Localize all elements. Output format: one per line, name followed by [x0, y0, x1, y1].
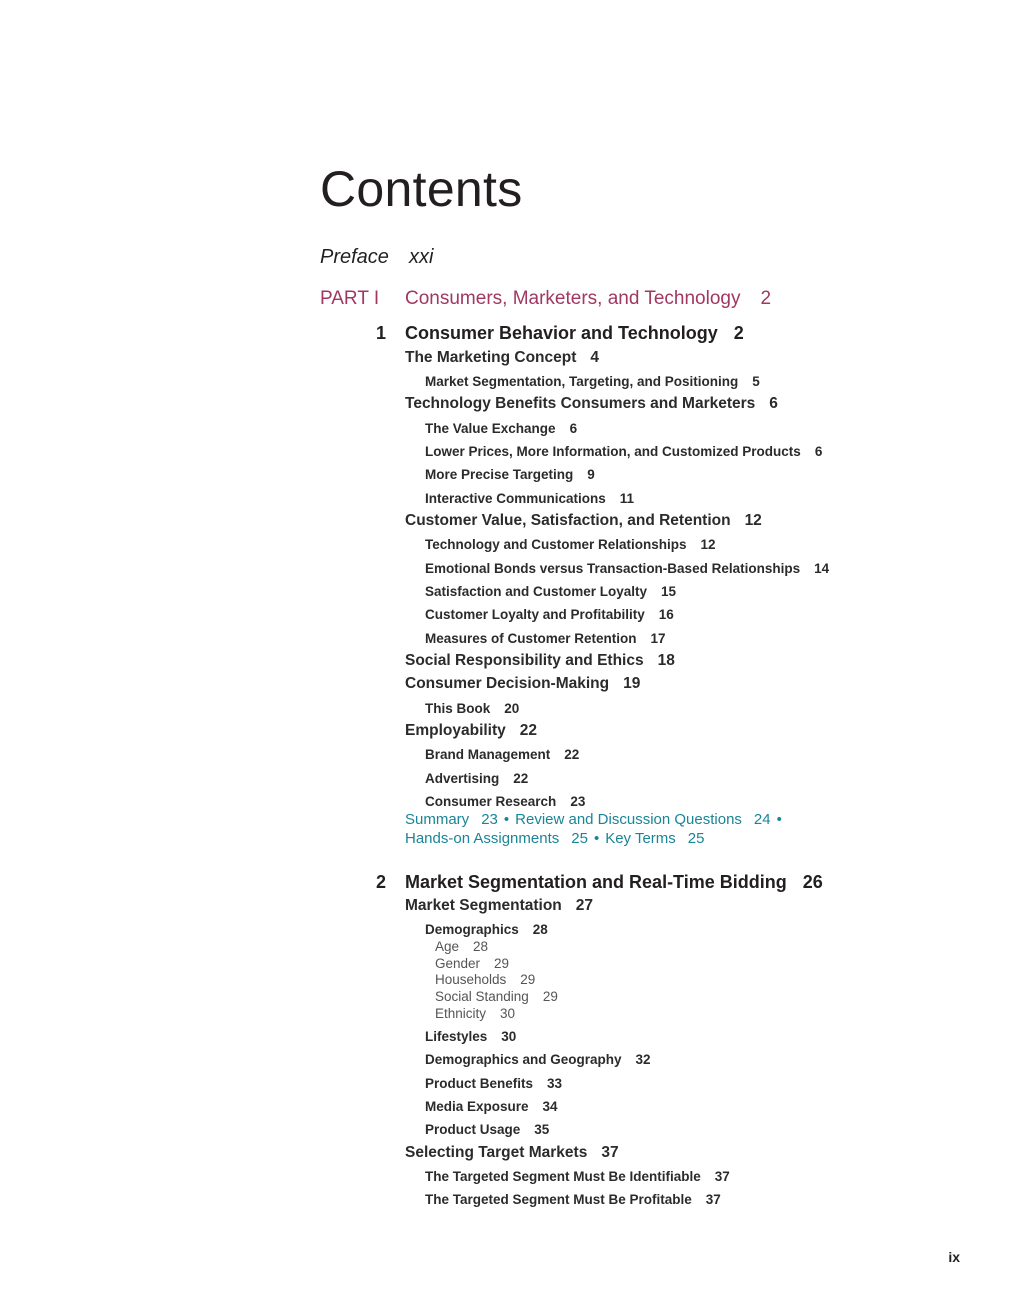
toc-page-number: 27 — [575, 897, 594, 914]
toc-subsection-entry[interactable] — [425, 607, 674, 622]
toc-page-number: 18 — [657, 652, 675, 669]
summary-link[interactable] — [405, 811, 498, 828]
toc-entry-label: Preface — [320, 246, 389, 268]
toc-page-number: 32 — [635, 1052, 651, 1067]
toc-entry-label: Lifestyles — [425, 1029, 488, 1044]
toc-page-number: 19 — [623, 675, 641, 692]
toc-entry-label: Gender — [435, 956, 481, 971]
toc-entry-label: Employability — [405, 722, 506, 739]
toc-entry-label: Technology Benefits Consumers and Marketers — [405, 395, 756, 412]
toc-subsection-entry[interactable] — [425, 794, 585, 809]
toc-page-number: 12 — [700, 537, 716, 552]
toc-page-number: 11 — [619, 491, 635, 506]
toc-page-number: 14 — [814, 561, 830, 576]
toc-entry-label: Emotional Bonds versus Transaction-Based Relationships — [425, 561, 801, 576]
bullet-separator: • — [593, 830, 600, 847]
chapter-number: 1 — [375, 323, 386, 343]
toc-section-entry[interactable] — [405, 395, 778, 413]
toc-page-number: 24 — [753, 811, 771, 828]
toc-entry-label: The Targeted Segment Must Be Profitable — [425, 1192, 692, 1207]
chapter-number: 2 — [375, 872, 386, 892]
toc-topic-entry[interactable] — [435, 939, 488, 954]
toc-entry-label: Selecting Target Markets — [405, 1144, 588, 1161]
toc-entry-label: The Targeted Segment Must Be Identifiable — [425, 1169, 701, 1184]
toc-entry-label: Households — [435, 972, 507, 987]
toc-page-number: 28 — [532, 922, 548, 937]
toc-chapter-title[interactable] — [405, 323, 744, 344]
toc-entry-label: Media Exposure — [425, 1099, 529, 1114]
toc-page-number: 30 — [500, 1006, 516, 1021]
endmatter-line — [405, 829, 788, 848]
toc-page-number: 2 — [760, 288, 772, 309]
toc-section-entry[interactable] — [405, 897, 593, 915]
toc-subsection-entry[interactable] — [425, 1029, 516, 1044]
toc-part-title[interactable] — [405, 288, 771, 310]
toc-page-number: 26 — [802, 872, 823, 892]
toc-page-number: 25 — [687, 830, 705, 847]
toc-entry-label: Consumer Decision-Making — [405, 675, 610, 692]
toc-page-number: 37 — [601, 1144, 619, 1161]
toc-page-number: 23 — [570, 794, 586, 809]
toc-page-number: 22 — [564, 747, 580, 762]
toc-entry-label: This Book — [425, 701, 491, 716]
toc-subsection-entry[interactable] — [425, 421, 577, 436]
toc-entry-label: Demographics and Geography — [425, 1052, 622, 1067]
toc-subsection-entry[interactable] — [425, 922, 548, 937]
toc-section-entry[interactable] — [405, 349, 599, 367]
review-questions-link[interactable] — [515, 811, 770, 828]
toc-page-number: 22 — [519, 722, 538, 739]
toc-section-entry[interactable] — [405, 722, 537, 740]
toc-entry-label: Lower Prices, More Information, and Customized Products — [425, 444, 801, 459]
toc-entry-label: Market Segmentation — [405, 897, 562, 914]
toc-subsection-entry[interactable] — [425, 537, 716, 552]
toc-page-number: 12 — [744, 512, 762, 529]
toc-topic-entry[interactable] — [435, 1006, 515, 1021]
toc-page-number: 37 — [714, 1169, 730, 1184]
toc-entry-label: Advertising — [425, 771, 500, 786]
toc-subsection-entry[interactable] — [425, 701, 519, 716]
toc-entry-label: Satisfaction and Customer Loyalty — [425, 584, 648, 599]
toc-page-number: 6 — [569, 421, 578, 436]
toc-entry-label: Product Usage — [425, 1122, 521, 1137]
toc-entry-label: Brand Management — [425, 747, 551, 762]
toc-subsection-entry[interactable] — [425, 444, 822, 459]
toc-preface[interactable] — [320, 246, 433, 269]
toc-page-number: 29 — [494, 956, 510, 971]
toc-entry-label: Interactive Communications — [425, 491, 606, 506]
endmatter-line — [405, 810, 788, 829]
toc-subsection-entry[interactable] — [425, 1192, 721, 1207]
toc-topic-entry[interactable] — [435, 956, 509, 971]
toc-page-number: 33 — [547, 1076, 563, 1091]
toc-section-entry[interactable] — [405, 512, 762, 530]
toc-entry-label: More Precise Targeting — [425, 467, 574, 482]
toc-entry-label: Consumer Research — [425, 794, 557, 809]
bullet-separator: • — [776, 811, 782, 828]
toc-section-entry[interactable] — [405, 1144, 619, 1162]
toc-entry-label: Technology and Customer Relationships — [425, 537, 687, 552]
toc-subsection-entry[interactable] — [425, 584, 676, 599]
toc-entry-label: Customer Loyalty and Profitability — [425, 607, 645, 622]
toc-entry-label: Consumers, Marketers, and Technology — [405, 288, 741, 309]
toc-entry-label: Key Terms — [605, 830, 676, 847]
toc-entry-label: Market Segmentation, Targeting, and Positioning — [425, 374, 739, 389]
toc-entry-label: Review and Discussion Questions — [515, 811, 742, 828]
toc-entry-label: Consumer Behavior and Technology — [405, 323, 718, 343]
toc-section-entry[interactable] — [405, 675, 640, 693]
toc-chapter-title[interactable] — [405, 872, 823, 893]
toc-subsection-entry[interactable] — [425, 771, 528, 786]
toc-page-number: 29 — [542, 989, 558, 1004]
toc-topic-entry[interactable] — [435, 989, 558, 1004]
toc-entry-label: Summary — [405, 811, 470, 828]
assignments-link[interactable] — [405, 830, 588, 847]
toc-section-entry[interactable] — [405, 652, 675, 670]
toc-page-number: 29 — [520, 972, 536, 987]
toc-page-number: 15 — [661, 584, 677, 599]
toc-subsection-entry[interactable] — [425, 374, 760, 389]
page-title: Contents — [320, 161, 523, 217]
toc-page-number: 17 — [650, 631, 666, 646]
toc-page-number: 16 — [658, 607, 674, 622]
toc-subsection-entry[interactable] — [425, 631, 666, 646]
toc-page-number: 37 — [705, 1192, 721, 1207]
toc-page-number: 22 — [513, 771, 529, 786]
toc-subsection-entry[interactable] — [425, 561, 829, 576]
chapter-endmatter — [405, 810, 788, 848]
toc-page-number: 6 — [769, 395, 778, 412]
toc-subsection-entry[interactable] — [425, 1122, 549, 1137]
bullet-separator: • — [503, 811, 510, 828]
toc-page-number: 28 — [473, 939, 489, 954]
toc-entry-label: Customer Value, Satisfaction, and Retention — [405, 512, 731, 529]
toc-page-number: 9 — [587, 467, 595, 482]
toc-subsection-entry[interactable] — [425, 1076, 562, 1091]
toc-subsection-entry[interactable] — [425, 1169, 730, 1184]
toc-subsection-entry[interactable] — [425, 1099, 558, 1114]
toc-page-number: 30 — [501, 1029, 517, 1044]
toc-entry-label: The Marketing Concept — [405, 349, 577, 366]
toc-entry-label: Measures of Customer Retention — [425, 631, 637, 646]
toc-page-number: 34 — [542, 1099, 558, 1114]
toc-entry-label: Ethnicity — [435, 1006, 487, 1021]
toc-page-number: 2 — [733, 323, 744, 343]
toc-entry-label: Hands-on Assignments — [405, 830, 560, 847]
toc-subsection-entry[interactable] — [425, 491, 634, 506]
toc-page-number: 25 — [571, 830, 588, 847]
toc-entry-label: Social Responsibility and Ethics — [405, 652, 644, 669]
toc-page-number: 6 — [814, 444, 823, 459]
toc-entry-label: Market Segmentation and Real-Time Bidding — [405, 872, 787, 892]
toc-entry-label: Demographics — [425, 922, 519, 937]
toc-subsection-entry[interactable] — [425, 467, 595, 482]
toc-page-number: xxi — [408, 246, 434, 268]
toc-entry-label: Social Standing — [435, 989, 529, 1004]
toc-page-number: 35 — [534, 1122, 550, 1137]
toc-entry-label: The Value Exchange — [425, 421, 556, 436]
toc-page-number: 4 — [590, 349, 600, 366]
toc-page-number: 20 — [504, 701, 520, 716]
page-folio: ix — [948, 1249, 960, 1265]
toc-subsection-entry[interactable] — [425, 1052, 651, 1067]
part-label: PART I — [320, 288, 380, 309]
toc-entry-label: Product Benefits — [425, 1076, 534, 1091]
toc-subsection-entry[interactable] — [425, 747, 579, 762]
key-terms-link[interactable] — [605, 830, 704, 847]
toc-page-number: 5 — [752, 374, 760, 389]
toc-topic-entry[interactable] — [435, 972, 535, 987]
toc-entry-label: Age — [435, 939, 460, 954]
toc-page-number: 23 — [481, 811, 498, 828]
